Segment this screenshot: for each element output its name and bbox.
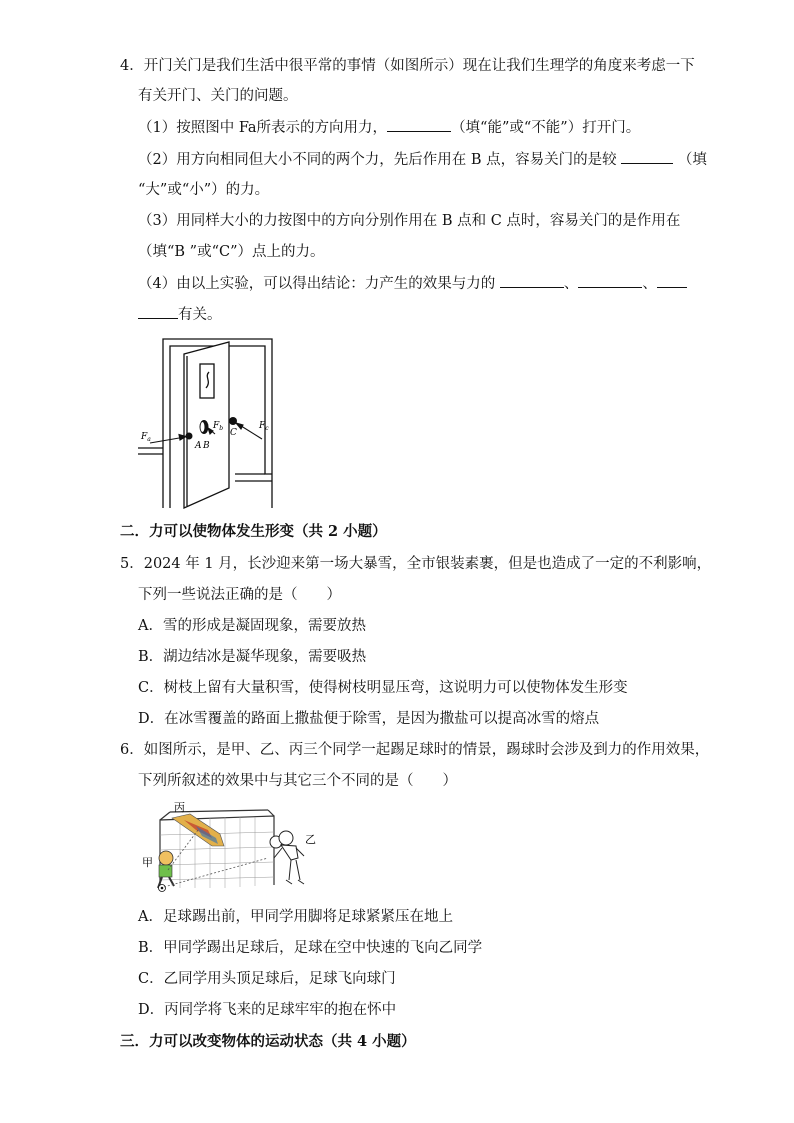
q4-part2-text-a: （2）用方向相同但大小不同的两个力，先后作用在 B 点，容易关门的是较 [138,152,617,168]
q4-part4-sep-1: 、 [563,276,579,292]
label-fc: $F_c$ [259,421,269,432]
q4-part2-blank[interactable] [621,149,673,164]
point-a [186,433,193,440]
q4-part4-line2 [138,304,222,325]
q4-part4-text-b: 有关。 [178,307,222,323]
q4-part4-blank-3a[interactable] [657,273,687,288]
q5-stem-line2: 下列一些说法正确的是（ ） [138,587,341,603]
q4-part2-text-b: （填 [677,152,707,168]
q4-part2 [138,149,707,170]
player-jia [158,851,174,892]
soccer-figure [140,800,325,896]
label-bing: 丙 [174,801,185,814]
point-c [229,417,237,425]
label-a: A [195,441,202,451]
label-fb: $F_b$ [213,421,224,432]
q4-part1-text-b: （填“能”或“不能”）打开门。 [451,120,641,136]
q6-option-d[interactable]: D．丙同学将飞来的足球牢牢的抱在怀中 [138,1002,397,1018]
q6-stem-line2: 下列所叙述的效果中与其它三个不同的是（ ） [138,773,457,789]
q5-option-a[interactable]: A．雪的形成是凝固现象，需要放热 [138,618,366,634]
section-2-title: 二．力可以使物体发生形变（共 2 小题） [120,523,387,540]
q4-part4-blank-3b[interactable] [138,304,178,319]
label-c: C [230,428,237,438]
q5-option-c[interactable]: C．树枝上留有大量积雪，使得树枝明显压弯，这说明力可以使物体发生形变 [138,680,628,696]
q5-stem-line1: 5．2024 年 1 月，长沙迎来第一场大暴雪，全市银装素裹，但是也造成了一定的不利影响， [120,556,712,572]
q4-part2-line2: “大”或“小”）的力。 [138,182,270,198]
q4-stem-line1: 4．开门关门是我们生活中很平常的事情（如图所示）现在让我们生理学的角度来考虑一下 [120,58,695,74]
q6-option-a[interactable]: A．足球踢出前，甲同学用脚将足球紧紧压在地上 [138,909,453,925]
q4-stem-line2: 有关开门、关门的问题。 [138,88,298,104]
label-jia: 甲 [142,856,153,869]
q4-part1 [138,117,640,138]
label-yi: 乙 [305,833,316,846]
q5-option-d[interactable]: D．在冰雪覆盖的路面上撒盐便于除雪，是因为撒盐可以提高冰雪的熔点 [138,711,600,727]
label-b: B [203,441,210,451]
door-figure [138,336,273,510]
q4-part1-blank[interactable] [387,117,451,132]
q4-part4-blank-2[interactable] [578,273,642,288]
q4-part4-blank-1[interactable] [500,273,564,288]
label-fa: $F_a$ [141,432,151,443]
q4-part4-text-a: （4）由以上实验，可以得出结论：力产生的效果与力的 [138,276,496,292]
q4-part3: （3）用同样大小的力按图中的方向分别作用在 B 点和 C 点时，容易关门的是作用在 [138,213,681,229]
player-yi [270,831,304,884]
q4-part3-line2: （填“B ”或“C”）点上的力。 [138,244,325,260]
section-3-title: 三．力可以改变物体的运动状态（共 4 小题） [120,1033,416,1050]
q6-option-c[interactable]: C．乙同学用头顶足球后，足球飞向球门 [138,971,396,987]
q4-part1-text-a: （1）按照图中 Fa所表示的方向用力， [138,120,388,136]
q4-part4 [138,273,687,294]
q6-stem-line1: 6．如图所示，是甲、乙、丙三个同学一起踢足球时的情景，踢球时会涉及到力的作用效果， [120,742,710,758]
q5-option-b[interactable]: B．湖边结冰是凝华现象，需要吸热 [138,649,367,665]
q6-option-b[interactable]: B．甲同学踢出足球后，足球在空中快速的飞向乙同学 [138,940,483,956]
q4-part4-sep-2: 、 [642,276,657,292]
